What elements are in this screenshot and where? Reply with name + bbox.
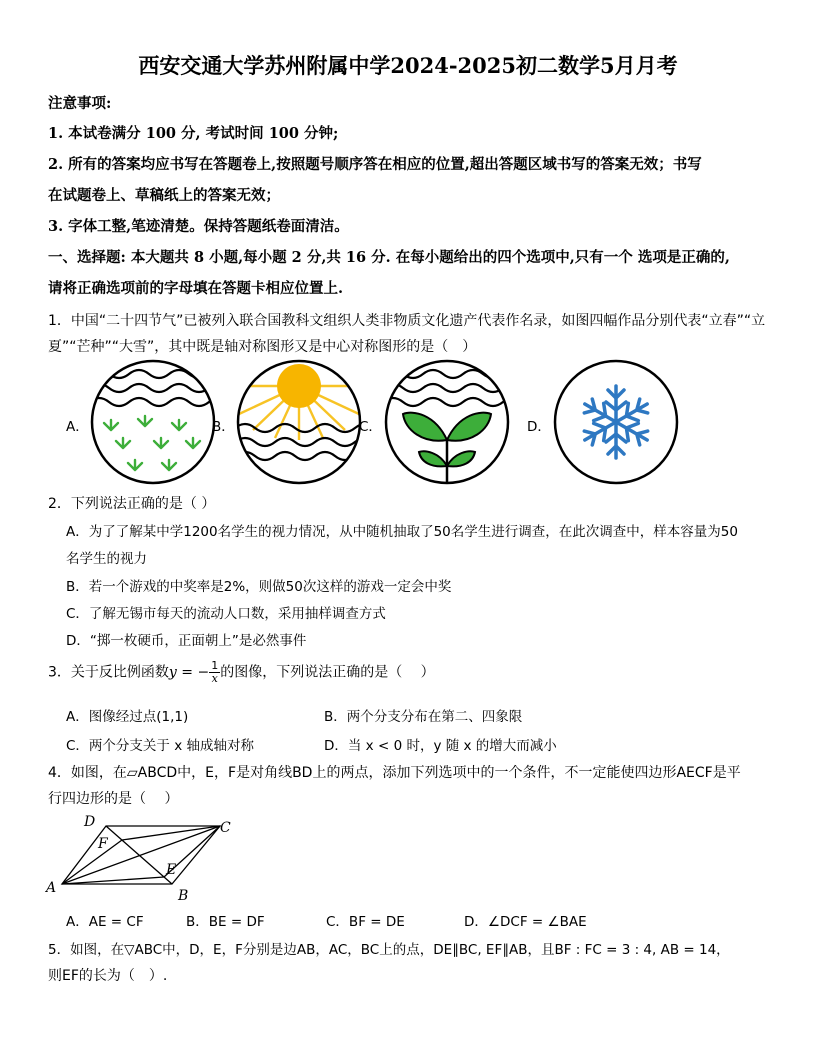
q3-option-c: C．两个分支关于 x 轴成轴对称 bbox=[66, 738, 254, 754]
q3-fraction bbox=[209, 660, 220, 685]
q4-option-d: D．∠DCF = ∠BAE bbox=[464, 914, 587, 930]
q3-fraction-denominator: x bbox=[211, 672, 218, 685]
vertex-label-b: B bbox=[178, 888, 189, 904]
q1-option-c-label: C． bbox=[359, 419, 382, 435]
q2-option-b: B．若一个游戏的中奖率是2%，则做50次这样的游戏一定会中奖 bbox=[66, 579, 452, 595]
vertex-label-a: A bbox=[46, 880, 57, 896]
section1-instructions: 一、选择题: 本大题共 8 小题,每小题 2 分,共 16 分. 在每小题给出的四个选项中,只有一个 选项是正确的, bbox=[48, 249, 730, 266]
point-label-f: F bbox=[98, 836, 108, 852]
sun-wave-icon bbox=[235, 358, 363, 486]
q2-option-a: A．为了了解某中学1200名学生的视力情况，从中随机抽取了50名学生进行调查，在此次调查中，样本容量为50 bbox=[66, 524, 738, 540]
q1-stem-cont: 夏”“芒种”“大雪”，其中既是轴对称图形又是中心对称图形的是（ ） bbox=[48, 339, 477, 355]
q3-fraction-numerator: 1 bbox=[211, 659, 219, 672]
notice-heading: 注意事项: bbox=[48, 95, 112, 112]
q2-stem: 2．下列说法正确的是（ ） bbox=[48, 496, 216, 512]
q3-option-d: D．当 x < 0 时，y 随 x 的增大而减小 bbox=[324, 738, 557, 754]
q4-option-a: A．AE = CF bbox=[66, 914, 144, 930]
sprout-wave-icon bbox=[383, 358, 511, 486]
wave-grass-icon bbox=[89, 358, 217, 486]
q4-option-c: C．BF = DE bbox=[326, 914, 405, 930]
notice-item-1: 1. 本试卷满分 100 分, 考试时间 100 分钟; bbox=[48, 125, 339, 142]
q1-option-a-label: A． bbox=[66, 419, 89, 435]
exam-title: 西安交通大学苏州附属中学2024-2025初二数学5月月考 bbox=[138, 53, 678, 78]
q3-stem-pre: 3．关于反比例函数 bbox=[48, 664, 169, 681]
q3-function-lhs: y = − bbox=[168, 664, 210, 681]
q1-option-b-label: B． bbox=[212, 419, 235, 435]
q4-option-b: B．BE = DF bbox=[186, 914, 265, 930]
q1-option-d-label: D． bbox=[527, 419, 551, 435]
q5-stem-cont: 则EF的长为（ ）. bbox=[48, 968, 168, 984]
notice-item-3: 3. 字体工整,笔迹清楚。保持答题纸卷面清洁。 bbox=[48, 218, 349, 235]
q3-option-b: B．两个分支分布在第二、四象限 bbox=[324, 709, 523, 725]
q4-stem-cont: 行四边形的是（ ） bbox=[48, 791, 179, 807]
section1-instructions-cont: 请将正确选项前的字母填在答题卡相应位置上. bbox=[48, 280, 344, 297]
vertex-label-d: D bbox=[84, 814, 96, 830]
snowflake-icon bbox=[552, 358, 680, 486]
q2-option-a-cont: 名学生的视力 bbox=[66, 551, 147, 567]
notice-item-2-cont: 在试题卷上、草稿纸上的答案无效； bbox=[48, 187, 280, 204]
q3-stem bbox=[48, 660, 435, 685]
q3-option-a: A．图像经过点(1,1) bbox=[66, 709, 189, 725]
q2-option-d: D．“掷一枚硬币，正面朝上”是必然事件 bbox=[66, 633, 307, 649]
vertex-label-c: C bbox=[220, 820, 231, 836]
q2-option-c: C．了解无锡市每天的流动人口数，采用抽样调查方式 bbox=[66, 606, 386, 622]
notice-item-2: 2. 所有的答案均应书写在答题卷上,按照题号顺序答在相应的位置,超出答题区域书写的答案无效；书写 bbox=[48, 156, 702, 173]
q4-stem: 4．如图，在▱ABCD中，E，F是对角线BD上的两点，添加下列选项中的一个条件，不一定能使四边形AECF是平 bbox=[48, 765, 741, 781]
point-label-e: E bbox=[166, 862, 177, 878]
q3-stem-post: 的图像，下列说法正确的是（ ） bbox=[220, 664, 435, 681]
q1-stem: 1．中国“二十四节气”已被列入联合国教科文组织人类非物质文化遗产代表作名录，如图四幅作品分别代表“立春”“立 bbox=[48, 313, 766, 329]
q5-stem: 5．如图，在▽ABC中，D，E，F分别是边AB，AC，BC上的点，DE∥BC, EF∥AB，且BF : FC = 3 : 4, AB = 14， bbox=[48, 942, 730, 958]
parallelogram-figure bbox=[44, 812, 244, 904]
